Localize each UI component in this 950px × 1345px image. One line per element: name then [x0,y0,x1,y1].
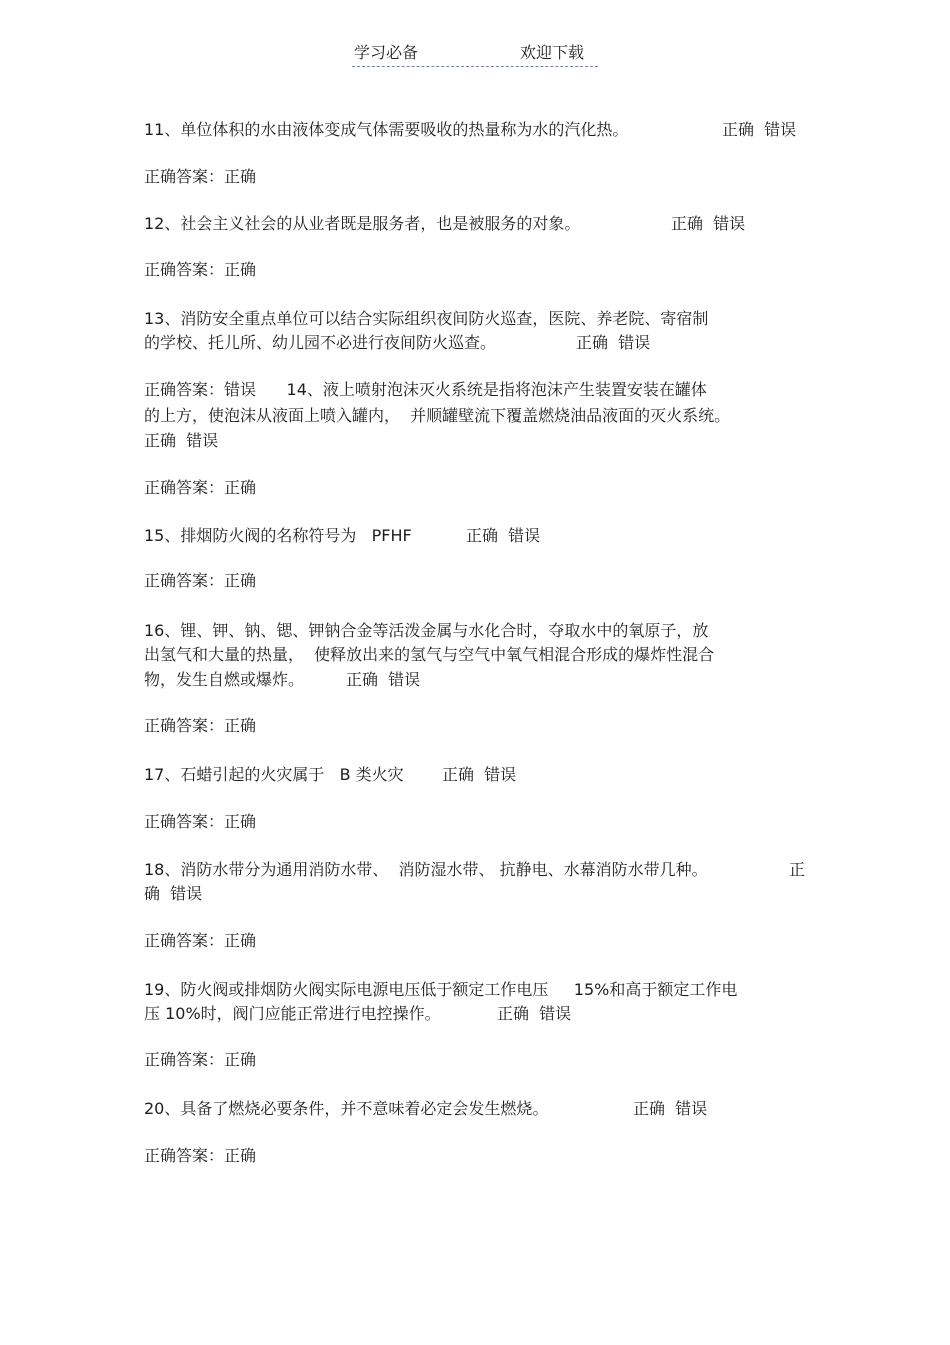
answer-options: 正确 错误 [576,333,651,352]
line-text: 正确答案：正确 [144,716,257,735]
line-text: 18、消防水带分为通用消防水带、 消防湿水带、 抗静电、水幕消防水带几种。 [144,860,708,879]
line-text: 正确答案：正确 [144,812,257,831]
text-line [144,670,304,690]
text-line [144,167,256,187]
line-text: 15、排烟防火阀的名称符号为 PFHF [144,526,412,545]
answer-options: 正确 错误 [671,214,746,233]
text-line [144,860,708,880]
line-text: 的学校、托儿所、幼儿园不必进行夜间防火巡查。 [144,333,497,352]
text-line [144,812,256,832]
line-text: 20、具备了燃烧必要条件，并不意味着必定会发生燃烧。 [144,1099,549,1118]
text-line [144,120,628,140]
text-line [144,478,256,498]
line-text: 19、防火阀或排烟防火阀实际电源电压低于额定工作电压 15%和高于额定工作电 [144,980,738,999]
line-text: 正确答案：正确 [144,478,257,497]
line-text: 11、单位体积的水由液体变成气体需要吸收的热量称为水的汽化热。 [144,120,629,139]
line-text: 的上方，使泡沫从液面上喷入罐内， 并顺罐壁流下覆盖燃烧油品液面的灭火系统。 [144,406,731,425]
header-left-text: 学习必备 [354,43,419,62]
line-text: 确 错误 [144,884,203,903]
line-text: 正确答案：正确 [144,260,257,279]
line-text: 正确答案：正确 [144,167,257,186]
text-line [144,333,496,353]
line-text: 16、锂、钾、钠、锶、钾钠合金等活泼金属与水化合时，夺取水中的氧原子，放 [144,621,709,640]
line-text: 12、社会主义社会的从业者既是服务者，也是被服务的对象。 [144,214,581,233]
line-text: 正确答案：错误 14、液上喷射泡沫灭火系统是指将泡沫产生装置安装在罐体 [144,380,707,399]
text-line [144,621,708,641]
text-line [144,214,580,234]
line-text: 压 10%时，阀门应能正常进行电控操作。 [144,1004,441,1023]
text-line [144,309,708,329]
line-text: 物，发生自燃或爆炸。 [144,670,305,689]
header-right-text: 欢迎下载 [520,43,585,62]
text-line [144,1050,256,1070]
line-text: 正确答案：正确 [144,1050,257,1069]
answer-options: 正确 错误 [722,120,797,139]
text-line [144,765,404,785]
line-text: 正确答案：正确 [144,1146,257,1165]
answer-options: 正确 错误 [346,670,421,689]
page-header [352,42,598,67]
answer-options: 正确 错误 [442,765,517,784]
text-line [144,571,256,591]
text-line [144,884,202,904]
line-text: 出氢气和大量的热量， 使释放出来的氢气与空气中氧气相混合形成的爆炸性混合 [144,645,715,664]
line-text: 正确答案：正确 [144,571,257,590]
line-text: 正确答案：正确 [144,931,257,950]
text-line [144,380,707,400]
text-line [144,1099,548,1119]
text-line [144,645,714,665]
text-line [144,260,256,280]
text-line [144,931,256,951]
text-line [144,1004,441,1024]
answer-options: 正确 错误 [497,1004,572,1023]
text-line [144,431,218,451]
text-line [144,526,412,546]
text-line [144,1146,256,1166]
line-text: 正确 错误 [144,431,219,450]
answer-options: 正确 错误 [466,526,541,545]
text-line [144,406,730,426]
line-text: 13、消防安全重点单位可以结合实际组织夜间防火巡查，医院、养老院、寄宿制 [144,309,709,328]
text-line [144,716,256,736]
text-line [144,980,737,1000]
line-text: 17、石蜡引起的火灾属于 B 类火灾 [144,765,404,784]
answer-options: 正确 错误 [633,1099,708,1118]
answer-options: 正 [789,860,806,879]
